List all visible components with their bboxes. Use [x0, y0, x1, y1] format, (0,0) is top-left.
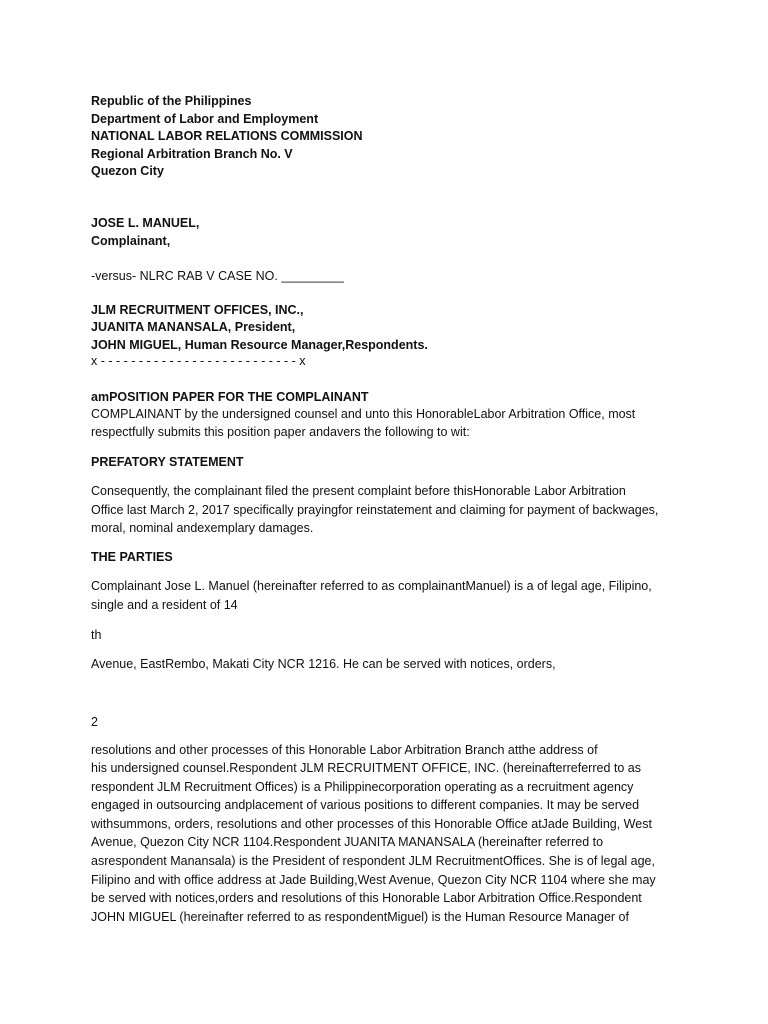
- prefatory-line-1: Consequently, the complainant filed the present complaint before thisHonorable Labor Arbitration: [91, 484, 626, 498]
- continuation-line: Filipino and with office address at Jade Building,West Avenue, Quezon City NCR 1104 where she may: [91, 873, 656, 887]
- continuation-line: respondent JLM Recruitment Offices) is a Philippinecorporation operating as a recruitment agency: [91, 780, 634, 794]
- respondent-president: JUANITA MANANSALA, President,: [91, 320, 296, 334]
- continuation-line: withsummons, orders, resolutions and other processes of this Honorable Office atJade Building, West: [91, 817, 652, 831]
- header-commission: NATIONAL LABOR RELATIONS COMMISSION: [91, 129, 363, 143]
- header-branch: Regional Arbitration Branch No. V: [91, 147, 293, 161]
- complainant-name: JOSE L. MANUEL,: [91, 216, 200, 230]
- respondent-company: JLM RECRUITMENT OFFICES, INC.,: [91, 303, 304, 317]
- prefatory-heading: PREFATORY STATEMENT: [91, 455, 244, 469]
- header-department: Department of Labor and Employment: [91, 112, 319, 126]
- prefatory-line-2: Office last March 2, 2017 specifically prayingfor reinstatement and claiming for payment of backwages,: [91, 503, 659, 517]
- continuation-line: be served with notices,orders and resolutions of this Honorable Labor Arbitration Office.Respondent: [91, 891, 642, 905]
- continuation-line: asrespondent Manansala) is the President of respondent JLM RecruitmentOffices. She is of legal age,: [91, 854, 655, 868]
- intro-line-2: respectfully submits this position paper andavers the following to wit:: [91, 425, 470, 439]
- intro-line-1: COMPLAINANT by the undersigned counsel and unto this HonorableLabor Arbitration Office, most: [91, 407, 636, 421]
- versus-case-line: -versus- NLRC RAB V CASE NO. _________: [91, 269, 344, 283]
- complainant-role: Complainant,: [91, 234, 171, 248]
- header-city: Quezon City: [91, 164, 164, 178]
- continuation-line: engaged in outsourcing andplacement of various positions to different companies. It may be served: [91, 798, 640, 812]
- continuation-line: Avenue, Quezon City NCR 1104.Respondent JUANITA MANANSALA (hereinafter referred to: [91, 835, 604, 849]
- prefatory-line-3: moral, nominal andexemplary damages.: [91, 521, 314, 535]
- parties-heading: THE PARTIES: [91, 550, 173, 564]
- document-title: amPOSITION PAPER FOR THE COMPLAINANT: [91, 390, 369, 404]
- parties-line-1: Complainant Jose L. Manuel (hereinafter referred to as complainantManuel) is a of legal age, Filipino,: [91, 579, 652, 593]
- page-number: 2: [91, 715, 98, 729]
- continuation-line: JOHN MIGUEL (hereinafter referred to as respondentMiguel) is the Human Resource Manager of: [91, 910, 629, 924]
- parties-superscript: th: [91, 628, 102, 642]
- parties-line-3: Avenue, EastRembo, Makati City NCR 1216. He can be served with notices, orders,: [91, 657, 556, 671]
- respondent-hr-manager: JOHN MIGUEL, Human Resource Manager,Respondents.: [91, 338, 428, 352]
- header-republic: Republic of the Philippines: [91, 94, 252, 108]
- continuation-line: his undersigned counsel.Respondent JLM RECRUITMENT OFFICE, INC. (hereinafterreferred to as: [91, 761, 641, 775]
- caption-separator: x - - - - - - - - - - - - - - - - - - - - - - - - - - x: [91, 354, 306, 368]
- continuation-line: resolutions and other processes of this Honorable Labor Arbitration Branch atthe address of: [91, 743, 598, 757]
- parties-line-2: single and a resident of 14: [91, 598, 238, 612]
